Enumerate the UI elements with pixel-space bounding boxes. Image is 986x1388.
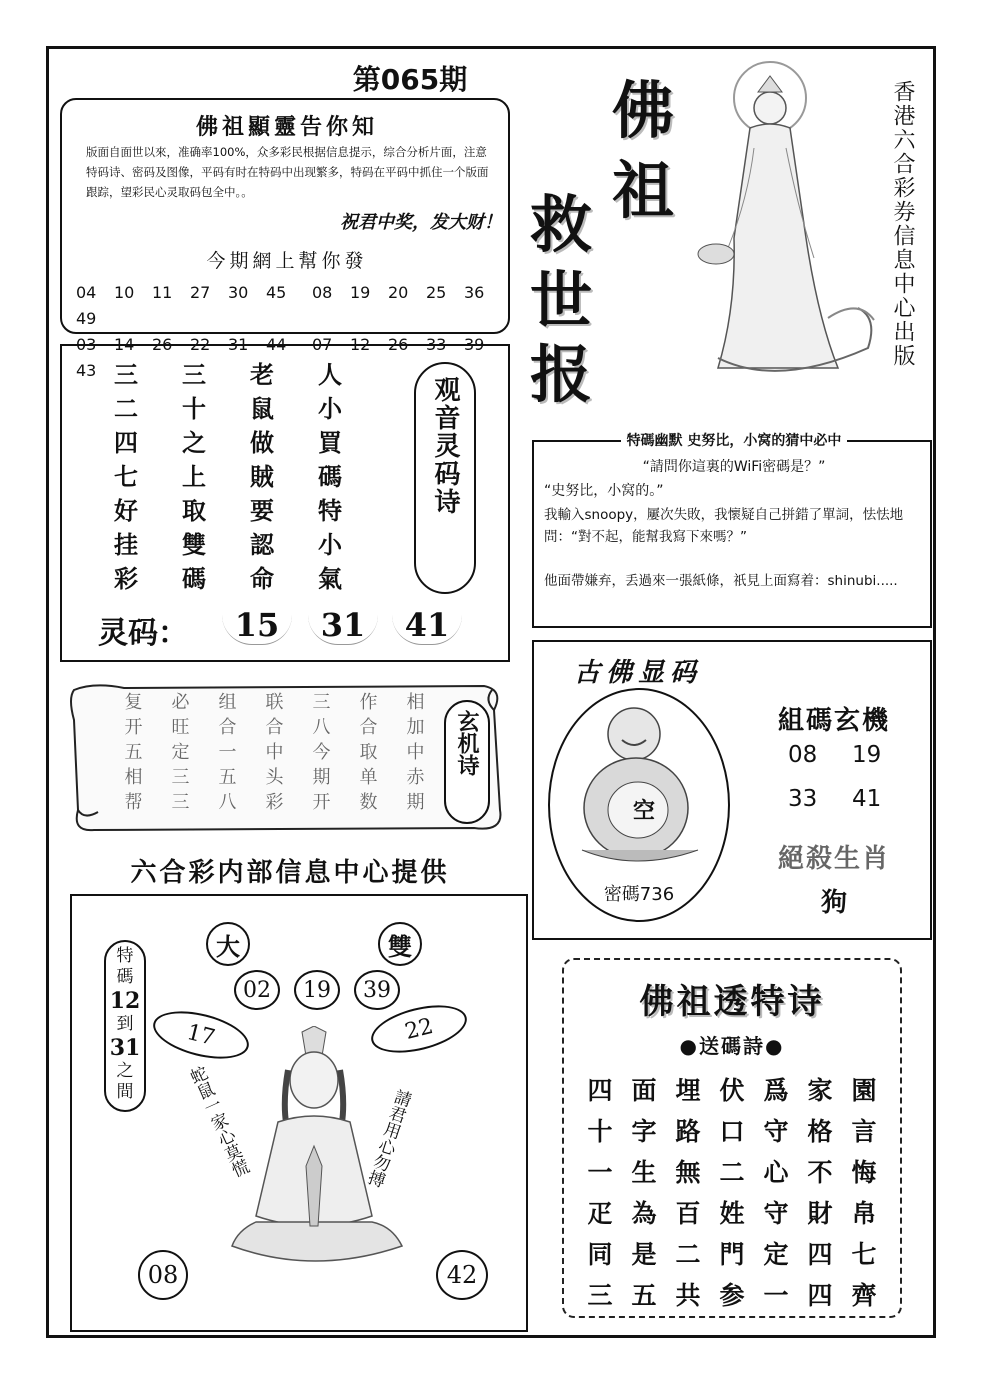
number: 10 (114, 283, 135, 302)
top-number: 39 (354, 970, 400, 1010)
masthead-char: 救 (530, 188, 593, 261)
xuanji-column (110, 690, 157, 815)
xuanji-char: 合 (265, 717, 284, 738)
number: 33 (426, 335, 447, 354)
tesi-char: 面 (631, 1076, 657, 1105)
kill-title: 絕殺生肖 (777, 844, 890, 874)
riddle-box (532, 433, 932, 628)
riddle-title: 特碼幽默 史努比，小窝的猜中必中 (621, 433, 848, 449)
tesi-char: 伏 (719, 1076, 745, 1105)
buddha-belly-char: 空 (632, 798, 655, 824)
tesi-char: 門 (719, 1240, 745, 1269)
number: 26 (152, 335, 173, 354)
xuanji-char: 三 (312, 692, 331, 713)
tema-char: 特 (116, 946, 134, 966)
tema-char: 碼 (116, 967, 134, 987)
riddle-title-wrap (534, 430, 934, 450)
number: 04 (76, 283, 97, 302)
number: 49 (76, 309, 97, 328)
xuanji-char: 八 (312, 717, 331, 738)
poem-char: 要 (250, 496, 274, 525)
tesi-char: 七 (851, 1240, 877, 1269)
tesi-char: 四 (587, 1076, 613, 1105)
xuanji-char: 彩 (265, 792, 284, 813)
tesi-char: 言 (851, 1117, 877, 1146)
number: 19 (350, 283, 371, 302)
tesi-char: 心 (763, 1158, 789, 1187)
left-oval-number: 17 (148, 1003, 253, 1067)
xuanji-title: 玄机诗 (454, 710, 480, 776)
tema-char: 間 (116, 1082, 134, 1102)
number: 25 (426, 283, 447, 302)
number: 07 (312, 335, 333, 354)
side-title: 观音灵码诗 (430, 376, 460, 516)
tesi-char: 悔 (851, 1158, 877, 1187)
number: 31 (228, 335, 249, 354)
xuanji-char: 合 (218, 717, 237, 738)
number: 30 (228, 283, 249, 302)
xuanji-char: 必 (171, 692, 190, 713)
poem-char: 七 (114, 462, 138, 491)
xuanji-char: 合 (359, 717, 378, 738)
masthead-char: 祖 (612, 154, 675, 227)
xuanji-column (251, 690, 298, 815)
xuanji-char: 联 (265, 692, 284, 713)
tesi-char: 財 (807, 1199, 833, 1228)
poem-char: 老 (250, 360, 274, 389)
tesi-char: 姓 (719, 1199, 745, 1228)
notice-subtitle: 今期網上幫你發 (206, 250, 368, 272)
xuanji-char: 赤 (406, 767, 425, 788)
number: 26 (388, 335, 409, 354)
xuanji-char: 五 (124, 742, 143, 763)
tesi-char: 不 (807, 1158, 833, 1187)
number: 39 (464, 335, 485, 354)
xuanji-char: 加 (406, 717, 425, 738)
tesi-char: 三 (587, 1281, 613, 1310)
kill-value: 狗 (820, 888, 847, 918)
masthead-char: 报 (530, 338, 593, 411)
tesi-row (578, 1193, 898, 1234)
left-curve-text: 蛇鼠一家心莫慌 (184, 1063, 251, 1181)
poem-char: 認 (250, 530, 274, 559)
lingma-number: 15 (222, 606, 292, 645)
tema-char: 之 (116, 1061, 134, 1081)
tesi-char: 二 (719, 1158, 745, 1187)
poem-row (92, 562, 392, 596)
group-number: 08 (788, 742, 818, 768)
tesi-char: 守 (763, 1117, 789, 1146)
number: 20 (388, 283, 409, 302)
bottom-left-number: 08 (138, 1250, 188, 1300)
poem-char: 做 (250, 428, 274, 457)
issue-number: 第065期 (352, 63, 468, 96)
poem-grid-box (60, 344, 510, 662)
tesi-char: 字 (631, 1117, 657, 1146)
poem-row (92, 528, 392, 562)
masthead-char: 世 (530, 264, 593, 337)
number: 36 (464, 283, 485, 302)
poem-char: 命 (250, 564, 274, 593)
tesi-char: 定 (763, 1240, 789, 1269)
xuanji-char: 三 (171, 767, 190, 788)
poem-row (92, 358, 392, 392)
xuanji-column (157, 690, 204, 815)
group-number: 33 (788, 786, 818, 812)
xuanji-char: 定 (171, 742, 190, 763)
xuanji-rows (110, 690, 440, 815)
lingma-label: 灵码： (98, 616, 188, 651)
tesi-char: 園 (851, 1076, 877, 1105)
xuanji-char: 中 (406, 742, 425, 763)
tesi-row (578, 1152, 898, 1193)
number: 22 (190, 335, 211, 354)
poem-char: 之 (182, 428, 206, 457)
xuanji-column (298, 690, 345, 815)
poem-row (92, 494, 392, 528)
publisher-vertical: 香港六合彩券信息中心出版 (890, 80, 915, 368)
poem-char: 賊 (250, 462, 274, 491)
tesi-char: 埋 (675, 1076, 701, 1105)
xuanji-char: 期 (406, 792, 425, 813)
xuanji-char: 中 (265, 742, 284, 763)
big-circle: 大 (206, 922, 250, 966)
tema-range (104, 946, 146, 1103)
tesi-char: 一 (587, 1158, 613, 1187)
top-number: 19 (294, 970, 340, 1010)
poem-char: 小 (318, 394, 342, 423)
xuanji-char: 期 (312, 767, 331, 788)
xuanji-column (204, 690, 251, 815)
number: 43 (76, 361, 97, 380)
guanyin-standing-illustration (688, 58, 888, 398)
xuanji-char: 作 (359, 692, 378, 713)
poem-row (92, 460, 392, 494)
number: 11 (152, 283, 173, 302)
number: 14 (114, 335, 135, 354)
tesi-grid (578, 1070, 898, 1316)
xuanji-char: 三 (171, 792, 190, 813)
tesi-title: 佛祖透特诗 (639, 982, 825, 1022)
xuanji-char: 相 (406, 692, 425, 713)
poem-char: 二 (114, 394, 138, 423)
tesi-char: 是 (631, 1240, 657, 1269)
poem-row (92, 392, 392, 426)
xuanji-char: 开 (124, 717, 143, 738)
buddha-box (532, 640, 932, 940)
poem-char: 雙 (182, 530, 206, 559)
xuanji-char: 复 (124, 692, 143, 713)
riddle-line: 我輸入snoopy，屢次失敗，我懷疑自己拼錯了單詞，怯怯地問：“對不起，能幫我寫下來嗎？” (544, 507, 904, 545)
poem-char: 碼 (182, 564, 206, 593)
poem-char: 買 (318, 428, 342, 457)
tesi-char: 共 (675, 1281, 701, 1310)
xuanji-column (345, 690, 392, 815)
tesi-char: 格 (807, 1117, 833, 1146)
right-curve-text: 請君用心勿搏 (362, 1086, 414, 1190)
poem-char: 碼 (318, 462, 342, 491)
xuanji-char: 旺 (171, 717, 190, 738)
group-number: 19 (852, 742, 882, 768)
tema-number: 12 (109, 988, 141, 1014)
poem-char: 三 (114, 360, 138, 389)
poem-char: 挂 (114, 530, 138, 559)
secret-code: 密碼736 (603, 884, 675, 905)
notice-box (60, 98, 510, 380)
tesi-char: 四 (807, 1240, 833, 1269)
riddle-line: “史努比，小窝的。” (544, 483, 664, 499)
tesi-char: 一 (763, 1281, 789, 1310)
tesi-char: 十 (587, 1117, 613, 1146)
poem-char: 十 (182, 394, 206, 423)
tesi-char: 二 (675, 1240, 701, 1269)
xuanji-char: 取 (359, 742, 378, 763)
poem-char: 鼠 (250, 394, 274, 423)
tesi-subtitle: ●送碼詩● (679, 1034, 785, 1058)
lingma-number: 31 (308, 606, 378, 645)
group-number: 41 (852, 786, 882, 812)
xuanji-char: 头 (265, 767, 284, 788)
number: 08 (312, 283, 333, 302)
poem-char: 彩 (114, 564, 138, 593)
tesi-char: 帛 (851, 1199, 877, 1228)
provider-line: 六合彩内部信息中心提供 (130, 858, 450, 888)
tesi-char: 同 (587, 1240, 613, 1269)
tesi-row (578, 1275, 898, 1316)
poem-char: 小 (318, 530, 342, 559)
number: 12 (350, 335, 371, 354)
riddle-line: 他面帶嫌弃，丢過來一張紙條，祇見上面寫着：shinubi..... (544, 573, 898, 589)
xuanji-char: 开 (312, 792, 331, 813)
bottom-right-number: 42 (436, 1250, 488, 1300)
poem-row (92, 426, 392, 460)
xuanji-char: 今 (312, 742, 331, 763)
buddha-arc-title: 古佛显码 (574, 658, 703, 688)
riddle-line: “請問你這裏的WiFi密碼是？” (642, 459, 826, 475)
xuanji-char: 八 (218, 792, 237, 813)
poem-char: 人 (318, 360, 342, 389)
poem-char: 上 (182, 462, 206, 491)
tesi-char: 疋 (587, 1199, 613, 1228)
xuanji-char: 数 (359, 792, 378, 813)
number-row (76, 280, 506, 332)
tema-char: 到 (116, 1014, 134, 1034)
tesi-char: 守 (763, 1199, 789, 1228)
top-number: 02 (234, 970, 280, 1010)
guanyin-box (70, 894, 528, 1332)
tesi-char: 家 (807, 1076, 833, 1105)
tesi-box (562, 958, 902, 1318)
tesi-char: 五 (631, 1281, 657, 1310)
number: 45 (266, 283, 287, 302)
tesi-char: 爲 (763, 1076, 789, 1105)
poem-char: 特 (318, 496, 342, 525)
tesi-char: 齊 (851, 1281, 877, 1310)
notice-title: 佛祖顯靈告你知 (195, 114, 378, 140)
xuanji-char: 单 (359, 767, 378, 788)
notice-body: 版面自面世以來，准确率100%，众多彩民根据信息提示，综合分析片面，注意特码诗、密码及图像，平码有时在特码中出现繁多，特码在平码中抓住一个版面跟踪，望彩民心灵取码包全中。。 (86, 145, 489, 199)
tesi-char: 生 (631, 1158, 657, 1187)
group-title: 組碼玄機 (777, 706, 890, 736)
poem-char: 氣 (318, 564, 342, 593)
xuanji-grid (110, 690, 440, 815)
tesi-char: 路 (675, 1117, 701, 1146)
tesi-char: 無 (675, 1158, 701, 1187)
tesi-char: 百 (675, 1199, 701, 1228)
tesi-row (578, 1111, 898, 1152)
notice-wish: 祝君中奖，发大财！ (340, 212, 502, 233)
poem-char: 好 (114, 496, 138, 525)
xuanji-column (392, 690, 439, 815)
double-circle: 雙 (378, 922, 422, 966)
tema-number: 31 (109, 1035, 141, 1061)
tesi-row (578, 1234, 898, 1275)
lingma-number: 41 (392, 606, 462, 645)
number: 03 (76, 335, 97, 354)
poem-char: 三 (182, 360, 206, 389)
tesi-char: 口 (719, 1117, 745, 1146)
poem-grid (92, 358, 392, 596)
laughing-buddha-illustration (574, 700, 706, 870)
tesi-row (578, 1070, 898, 1111)
tesi-char: 為 (631, 1199, 657, 1228)
xuanji-char: 相 (124, 767, 143, 788)
xuanji-char: 五 (218, 767, 237, 788)
xuanji-char: 一 (218, 742, 237, 763)
masthead-char: 佛 (612, 74, 675, 147)
tesi-char: 四 (807, 1281, 833, 1310)
xuanji-char: 帮 (124, 792, 143, 813)
tesi-char: 参 (719, 1281, 745, 1310)
right-oval-number: 22 (366, 997, 471, 1061)
number: 27 (190, 283, 211, 302)
xuanji-char: 组 (218, 692, 237, 713)
poem-char: 取 (182, 496, 206, 525)
number: 44 (266, 335, 287, 354)
poem-char: 四 (114, 428, 138, 457)
